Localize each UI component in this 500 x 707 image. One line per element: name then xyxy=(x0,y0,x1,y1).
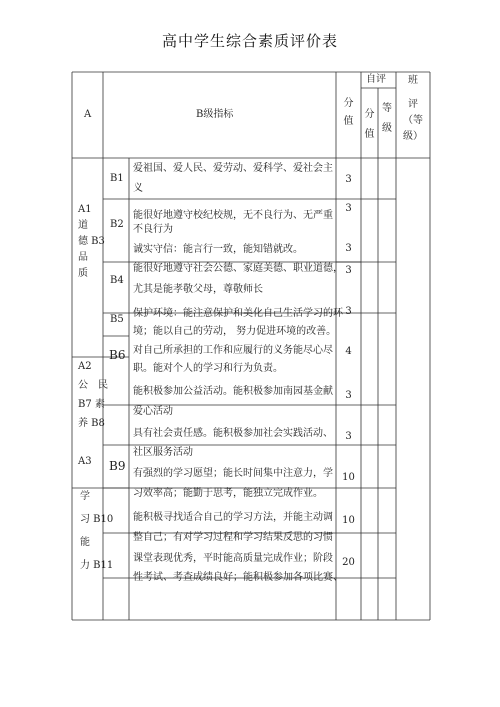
content-line: 能很好地遵守校纪校规，无不良行为、无严重 xyxy=(133,210,333,221)
content-line: 保护环境：能注意保护和美化自己生活学习的环 xyxy=(133,308,343,319)
content-line: 习效率高；能勤于思考，能独立完成作业。 xyxy=(133,488,323,499)
b1-label: B1 xyxy=(110,173,124,184)
content-line: 境；能以自己的劳动， 努力促进环境的改善。 xyxy=(133,326,337,337)
content-line: 对自己所承担的工作和应履行的义务能尽心尽 xyxy=(133,345,333,356)
content-line: 义 xyxy=(133,183,143,194)
header-self-grade: 等 级 xyxy=(382,103,392,134)
header-self-eval: 自评 xyxy=(366,74,386,85)
content-line: 社区服务活动 xyxy=(133,447,193,458)
content-line: 能积极参加公益活动。能积极参加南园基金献 xyxy=(133,386,333,397)
group-a2-label: A2 公 民 B7 素 养 B8 A3 xyxy=(78,361,108,467)
score-value: 3 xyxy=(345,243,352,254)
content-line: 职。能对个人的学习和行为负责。 xyxy=(133,363,283,374)
score-value: 3 xyxy=(345,203,352,214)
content-line: 尤其是能孝敬父母，尊敬师长 xyxy=(133,284,263,295)
score-value: 3 xyxy=(345,265,352,276)
group-a1-label: A1 道 德 B3 品 质 xyxy=(78,204,105,279)
content-line: 整自己；有对学习过程和学习结果反思的习惯 xyxy=(133,532,333,543)
header-class-eval: 班 评 （等 级） xyxy=(403,75,423,142)
content-line: 诚实守信：能言行一致，能知错就改。 xyxy=(133,244,303,255)
content-line: 不良行为 xyxy=(133,224,173,235)
header-a: A xyxy=(84,109,92,120)
header-score: 分 值 xyxy=(343,98,354,127)
score-value: 4 xyxy=(345,346,352,357)
content-line: 爱祖国、爱人民、爱劳动、爱科学、爱社会主 xyxy=(133,163,333,174)
score-value: 10 xyxy=(342,515,355,526)
b4-label: B4 xyxy=(110,275,124,286)
b5-label: B5 xyxy=(110,314,124,325)
b2-label: B2 xyxy=(110,219,124,230)
header-self-score: 分 值 xyxy=(364,109,375,140)
group-a3-label: 学 习 B10 能 力 B11 xyxy=(80,491,114,571)
header-b: B级指标 xyxy=(196,109,234,120)
b6-label: B6 xyxy=(109,348,126,362)
score-value: 20 xyxy=(342,557,355,568)
score-value: 3 xyxy=(345,306,352,317)
score-value: 10 xyxy=(342,472,355,483)
score-value: 3 xyxy=(345,390,352,401)
page-title: 高中学生综合素质评价表 xyxy=(161,32,338,50)
score-value: 3 xyxy=(345,431,352,442)
content-line: 爱心活动 xyxy=(133,406,173,417)
score-value: 3 xyxy=(345,174,352,185)
content-line: 能积极寻找适合自己的学习方法，并能主动调 xyxy=(133,512,333,523)
content-line: 具有社会责任感。能积极参加社会实践活动、 xyxy=(133,428,333,439)
content-line: 课堂表现优秀，平时能高质量完成作业；阶段 xyxy=(133,553,333,564)
content-line: 有强烈的学习愿望；能长时间集中注意力，学 xyxy=(133,468,333,479)
content-line: 性考试、考查成绩良好；能积极参加各项比赛、 xyxy=(133,572,343,583)
content-line: 能很好地遵守社会公德、家庭美德、职业道德， xyxy=(133,263,343,274)
b9-label: B9 xyxy=(109,459,126,473)
